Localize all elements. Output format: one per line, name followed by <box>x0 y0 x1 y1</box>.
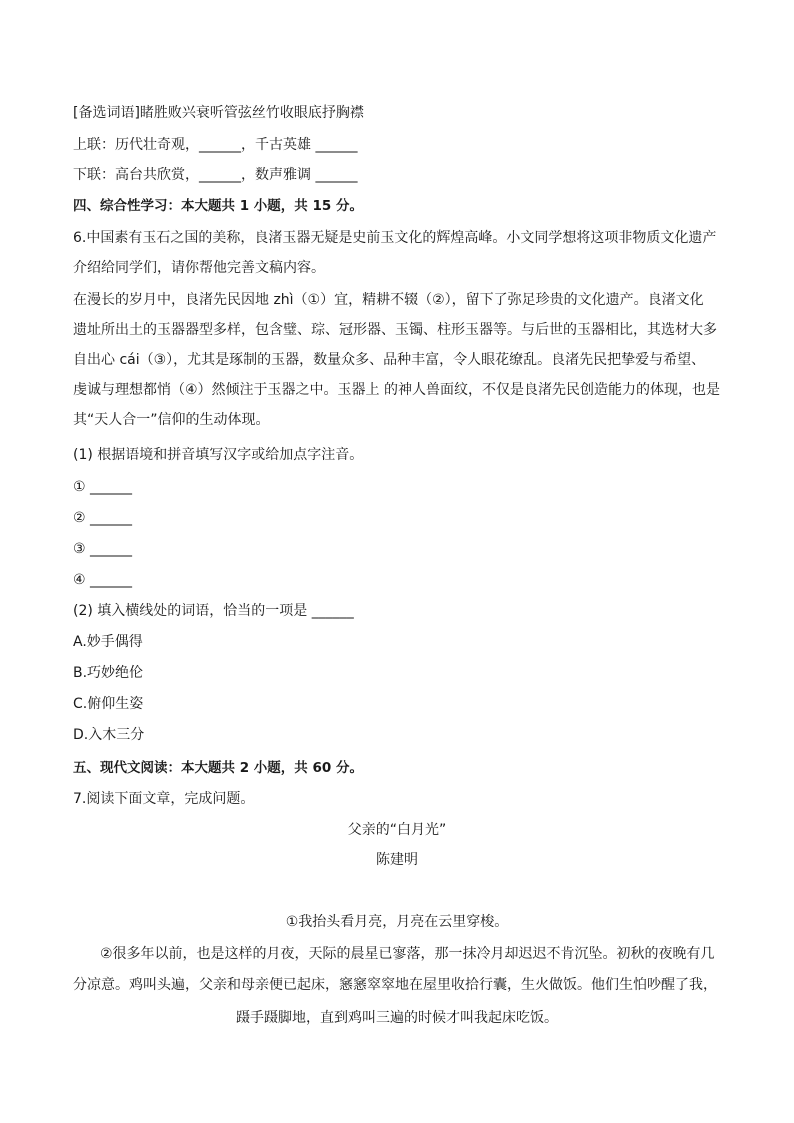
option-c: C.俯仰生姿 <box>73 696 144 712</box>
passage-line-2: 遗址所出土的玉器器型多样，包含璧、琮、冠形器、玉镯、柱形玉器等。与后世的玉器相比，其选材大多 <box>73 322 717 338</box>
passage-line-1: 在漫长的岁月中，良渚先民因地 zhì（①）宜，精耕不辍（②），留下了弥足珍贵的文化遗产。良渚文化 <box>73 292 704 308</box>
article-author: 陈建明 <box>376 852 418 868</box>
sub-question-1: (1) 根据语境和拼音填写汉字或给加点字注音。 <box>73 447 364 463</box>
question-6-intro-1: 6.中国素有玉石之国的美称，良渚玉器无疑是史前玉文化的辉煌高峰。小文同学想将这项非物质文化遗产 <box>73 230 717 246</box>
article-title: 父亲的“白月光” <box>347 822 447 838</box>
section-heading-4: 四、综合性学习：本大题共 1 小题，共 15 分。 <box>73 198 363 214</box>
article-paragraph-2-line-3: 蹑手蹑脚地，直到鸡叫三遍的时候才叫我起床吃饭。 <box>236 1010 558 1026</box>
passage-line-4: 虔诚与理想都悄（④）然倾注于玉器之中。玉器上 的神人兽面纹，不仅是良渚先民创造能力的体现，也是 <box>73 382 720 398</box>
section-heading-5: 五、现代文阅读：本大题共 2 小题，共 60 分。 <box>73 760 363 776</box>
sub-question-2: (2) 填入横线处的词语，恰当的一项是 ______ <box>73 603 354 619</box>
passage-line-3: 自出心 cái（③），尤其是琢制的玉器，数量众多、品种丰富，令人眼花缭乱。良渚先民把挚爱与希望、 <box>73 352 706 368</box>
option-d: D.入木三分 <box>73 727 145 743</box>
passage-line-5: 其“天人合一”信仰的生动体现。 <box>73 412 270 428</box>
upper-couplet: 上联：历代壮奇观，______，千古英雄 ______ <box>73 137 358 153</box>
article-paragraph-1: ①我抬头看月亮，月亮在云里穿梭。 <box>285 914 509 930</box>
article-paragraph-2-line-2: 分凉意。鸡叫头遍，父亲和母亲便已起床，窸窸窣窣地在屋里收拾行囊，生火做饭。他们生怕吵醒了我， <box>73 977 717 993</box>
blank-1: ① ______ <box>73 479 133 495</box>
question-6-intro-2: 介绍给同学们，请你帮他完善文稿内容。 <box>73 260 325 276</box>
option-a: A.妙手偶得 <box>73 634 143 650</box>
question-7: 7.阅读下面文章，完成问题。 <box>73 791 255 807</box>
lower-couplet: 下联：高台共欣赏，______，数声雅调 ______ <box>73 167 358 183</box>
article-paragraph-2-line-1: ②很多年以前，也是这样的月夜，天际的晨星已寥落，那一抹冷月却迟迟不肯沉坠。初秋的夜晚有几 <box>100 946 715 962</box>
word-bank: [备选词语]睹胜败兴衰听管弦丝竹收眼底抒胸襟 <box>73 105 364 121</box>
blank-4: ④ ______ <box>73 572 133 588</box>
option-b: B.巧妙绝伦 <box>73 665 144 681</box>
blank-2: ② ______ <box>73 510 133 526</box>
blank-3: ③ ______ <box>73 541 133 557</box>
